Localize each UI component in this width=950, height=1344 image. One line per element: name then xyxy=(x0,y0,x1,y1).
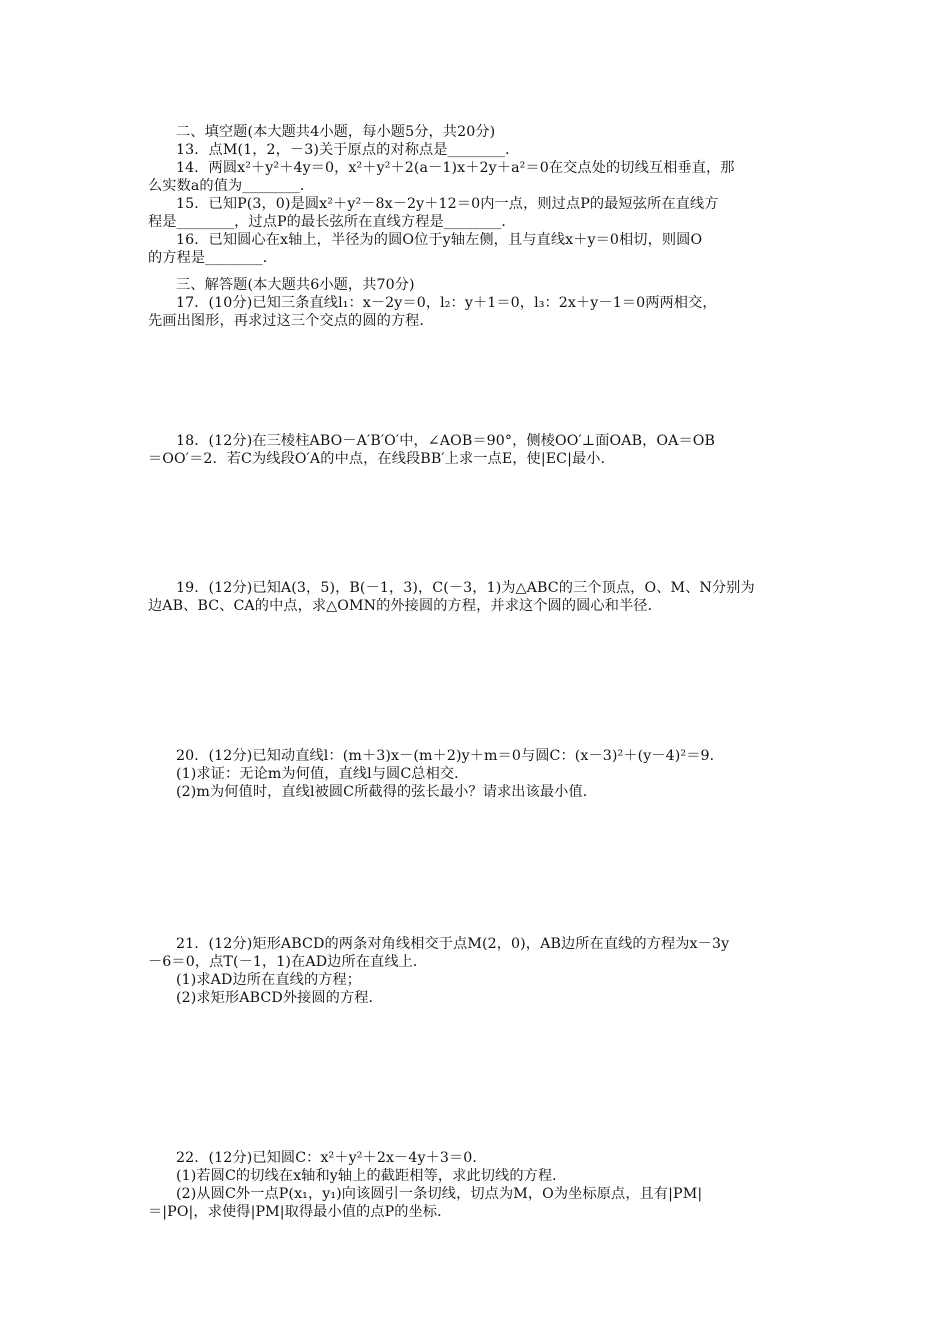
question-14-line2: 么实数a的值为________． xyxy=(148,178,315,194)
question-21-part1: (1)求AD边所在直线的方程； xyxy=(176,972,362,988)
section2-heading: 二、填空题(本大题共4小题，每小题5分，共20分) xyxy=(176,124,496,140)
question-19-line2: 边AB、BC、CA的中点，求△OMN的外接圆的方程，并求这个圆的圆心和半径． xyxy=(148,598,662,614)
question-19-line1: 19．(12分)已知A(3，5)，B(－1，3)，C(－3，1)为△ABC的三个顶点，O、M、N分别为 xyxy=(176,580,755,596)
question-16-line2: 的方程是________． xyxy=(148,250,277,266)
question-20-line1: 20．(12分)已知动直线l：(m＋3)x－(m＋2)y＋m＝0与圆C：(x－3)²＋(y－4)²＝9． xyxy=(176,748,724,764)
question-17-line1: 17．(10分)已知三条直线l₁：x－2y＝0，l₂：y＋1＝0，l₃：2x＋y－1＝0两两相交， xyxy=(176,295,717,311)
question-15-line2: 程是________，过点P的最长弦所在直线方程是________． xyxy=(148,214,516,230)
question-17-line2: 先画出图形，再求过这三个交点的圆的方程． xyxy=(148,313,434,329)
question-20-part1: (1)求证：无论m为何值，直线l与圆C总相交． xyxy=(176,766,469,782)
question-21-line2: －6＝0，点T(－1，1)在AD边所在直线上． xyxy=(148,954,428,970)
question-13: 13．点M(1，2，－3)关于原点的对称点是________． xyxy=(176,142,520,158)
question-20-part2: (2)m为何值时，直线l被圆C所截得的弦长最小？请求出该最小值． xyxy=(176,784,598,800)
question-22-part2-line1: (2)从圆C外一点P(x₁，y₁)向该圆引一条切线，切点为M，O为坐标原点，且有|PM| xyxy=(176,1186,703,1202)
question-15-line1: 15．已知P(3，0)是圆x²＋y²－8x－2y＋12＝0内一点，则过点P的最短弦所在直线方 xyxy=(176,196,719,212)
question-22-line1: 22．(12分)已知圆C：x²＋y²＋2x－4y＋3＝0． xyxy=(176,1150,487,1166)
question-14-line1: 14．两圆x²＋y²＋4y＝0，x²＋y²＋2(a－1)x＋2y＋a²＝0在交点处的切线互相垂直，那 xyxy=(176,160,735,176)
question-22-part2-line2: ＝|PO|，求使得|PM|取得最小值的点P的坐标． xyxy=(148,1204,452,1220)
question-21-part2: (2)求矩形ABCD外接圆的方程． xyxy=(176,990,383,1006)
question-16-line1: 16．已知圆心在x轴上，半径为的圆O位于y轴左侧，且与直线x＋y＝0相切，则圆O xyxy=(176,232,703,248)
section3-heading: 三、解答题(本大题共6小题，共70分) xyxy=(176,277,415,293)
question-18-line1: 18．(12分)在三棱柱ABO－A′B′O′中，∠AOB＝90°，侧棱OO′⊥面OAB，OA＝OB xyxy=(176,433,716,449)
question-18-line2: ＝OO′＝2．若C为线段O′A的中点，在线段BB′上求一点E，使|EC|最小． xyxy=(148,451,615,467)
question-22-part1: (1)若圆C的切线在x轴和y轴上的截距相等，求此切线的方程． xyxy=(176,1168,567,1184)
question-21-line1: 21．(12分)矩形ABCD的两条对角线相交于点M(2，0)，AB边所在直线的方程为x－3y xyxy=(176,936,730,952)
